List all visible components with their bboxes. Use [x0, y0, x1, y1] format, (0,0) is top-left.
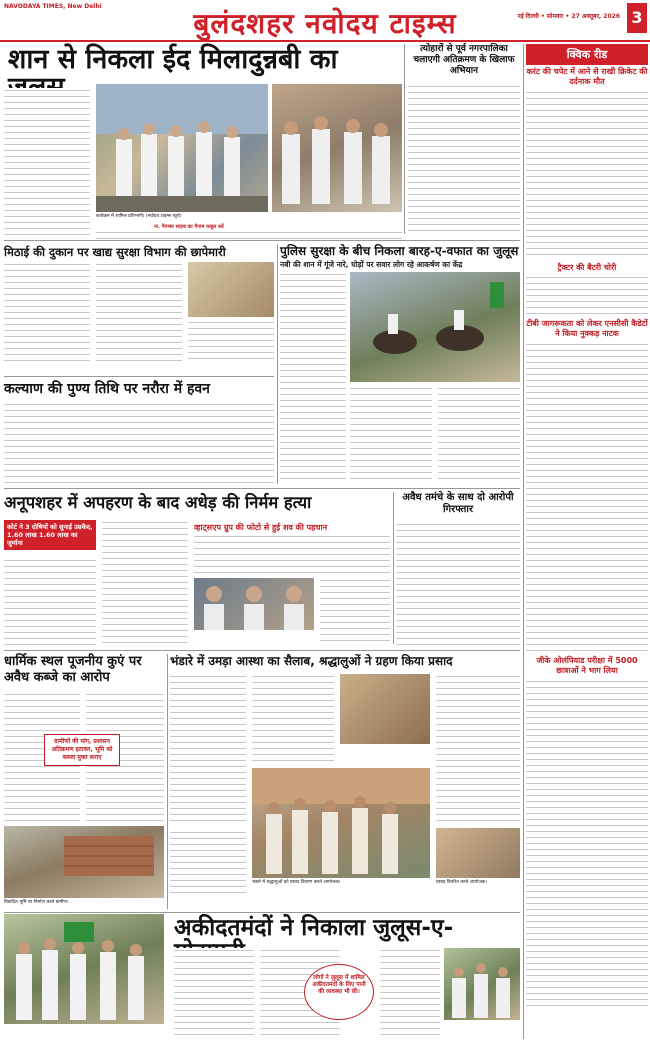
- procession-text-1: [174, 948, 254, 1038]
- quick-read-title: क्विक रीड: [526, 44, 648, 65]
- bhandara-caption-2: प्रसाद वितरित करते आयोजक।: [436, 880, 488, 885]
- masthead: [0, 0, 650, 40]
- municipal-headline: त्योहारों से पूर्व नगरपालिका चलाएगी अतिक्रमण के खिलाफ अभियान: [413, 44, 515, 76]
- procession-photo-2: [444, 948, 520, 1020]
- temple-headline: धार्मिक स्थल पूजनीय कुएं पर अवैध कब्जे का आरोप: [4, 654, 142, 685]
- food-text-2: [96, 262, 182, 362]
- food-story: [4, 244, 274, 374]
- police-text-1: [280, 272, 346, 482]
- murder-sidebar: कोर्ट ने 3 दोषियों को सुनाई उम्रकैद, 1.60 लाख 1.60 लाख का जुर्माना: [4, 520, 96, 550]
- quick-read-text-1: [526, 90, 648, 260]
- police-subhead: नबी की शान में गूंजे नारे, घोड़ों पर सवार लोग रहे आकर्षण का केंद्र: [280, 260, 463, 269]
- quick-read-item-4: जीके ओलंपियाड परीक्षा में 5000 छात्राओं ने भाग लिया: [536, 656, 638, 676]
- temple-photo-wall: [4, 826, 164, 898]
- police-text-2: [350, 386, 432, 482]
- procession-headline: अकीदतमंदों ने निकाला जुलूस-ए-: [174, 915, 454, 941]
- bhandara-headline: भंडारे में उमड़ा आस्था का सैलाब, श्रद्धालुओं ने ग्रहण किया प्रसाद: [170, 654, 453, 668]
- food-text-1: [4, 262, 90, 362]
- arrest-text: [396, 522, 520, 646]
- quick-read: [526, 44, 648, 1039]
- masthead-title: बुलंदशहर नवोदय टाइम्स: [193, 7, 457, 40]
- temple-photo: [4, 826, 164, 898]
- murder-photo-persons: [194, 578, 314, 630]
- main-headline: शान से निकला ईद मिलादुन्नबी का: [8, 44, 338, 75]
- havan-text: [4, 402, 274, 484]
- municipal-text: [408, 84, 520, 234]
- bhandara-text-4: [170, 830, 246, 894]
- food-photo: [188, 262, 274, 317]
- food-headline: मिठाई की दुकान पर खाद्य सुरक्षा विभाग की छापेमारी: [4, 245, 226, 259]
- procession-photo-2-crowd: [444, 948, 520, 1020]
- murder-text-4: [320, 578, 390, 646]
- temple-callout: ग्रामीणों की मांग, प्रशासन अतिक्रमण हटाकर, भूमि को कब्जा मुक्त कराए: [44, 734, 120, 766]
- procession-photo-1-crowd: [4, 914, 164, 1024]
- masthead-right-label: नई दिल्ली • सोमवार • 27 अक्तूबर, 2026: [517, 13, 620, 20]
- bhandara-photo-2: [252, 768, 430, 878]
- havan-headline: कल्याण की पुण्य तिथि पर नरौरा में हवन: [4, 381, 210, 397]
- bhandara-photo-3: [436, 828, 520, 878]
- police-photo: [350, 272, 520, 382]
- procession-text-3: [380, 948, 440, 1038]
- quick-read-item-1: करंट की चपेट में आने से राखी क्रिकेट की दर्दनाक मौत: [526, 67, 648, 86]
- bhandara-photo-crowd: [252, 768, 430, 878]
- main-photo-caption: कार्यक्रम में शामिल प्रतिभागी। (नवोदय टाइम्स ब्यूरो): [96, 214, 182, 219]
- quick-read-item-2: ट्रैक्टर की बैटरी चोरी: [557, 263, 617, 272]
- procession-photo-1: [4, 914, 164, 1024]
- temple-story: [4, 654, 164, 909]
- bhandara-caption-1: भंडारे में श्रद्धालुओं को प्रसाद वितरण करते आयोजक।: [252, 880, 341, 885]
- page-number: 3: [627, 3, 647, 33]
- main-story-text-2: [96, 230, 402, 239]
- murder-story: [4, 492, 390, 647]
- havan-story: [4, 380, 274, 485]
- police-photo-horses: [350, 272, 520, 382]
- murder-text-3: [194, 534, 390, 574]
- arrest-headline: अवैध तमंचे के साथ दो आरोपी गिरफ्तार: [402, 492, 514, 515]
- procession-callout: लोगों ने जुलूस में शामिल अकीदतमंदों के लिए पानी की व्यवस्था भी की।: [304, 964, 374, 1020]
- murder-headline: अनूपशहर में अपहरण के बाद अधेड़ की निर्मम हत्या: [4, 493, 312, 512]
- main-photo-2-crowd: [272, 84, 402, 212]
- quick-read-text-4: [526, 679, 648, 1009]
- procession-story: [4, 914, 520, 1040]
- quick-read-item-3: टीबी जागरूकता को लेकर एनसीसी कैडेटों ने किया नुक्कड़ नाटक: [526, 319, 648, 339]
- food-text-3: [188, 320, 274, 362]
- main-photo-2: [272, 84, 402, 212]
- murder-photo-headline: व्हाट्सएप ग्रुप की फोटो से हुई शव की पहचान: [194, 523, 328, 532]
- bhandara-text-2: [252, 674, 334, 764]
- murder-text-2: [102, 520, 188, 646]
- bhandara-text-1: [170, 674, 246, 824]
- quick-read-text-2: [526, 275, 648, 315]
- municipal-story: [408, 44, 520, 239]
- main-subhead: ना. पैगम्बर साहब का पैगाम कबूल करें: [154, 224, 224, 230]
- murder-text-1: [4, 558, 96, 646]
- temple-caption: विवादित भूमि पर निर्माण करते ग्रामीण।: [4, 900, 69, 905]
- bhandara-text-3: [436, 674, 520, 824]
- police-story: [280, 244, 520, 484]
- police-headline: पुलिस सुरक्षा के बीच निकला बारह-ए-वफात का जुलूस: [280, 244, 519, 258]
- arrest-story: [396, 492, 520, 647]
- main-photo: [96, 84, 268, 212]
- masthead-left-label: NAVODAYA TIMES, New Delhi: [4, 3, 102, 10]
- bhandara-story: [170, 654, 520, 909]
- quick-read-text-3: [526, 342, 648, 652]
- murder-photo: [194, 578, 314, 630]
- main-story: [4, 44, 402, 239]
- bhandara-photo-1: [340, 674, 430, 744]
- main-story-text: [4, 88, 90, 238]
- main-photo-people: [96, 84, 268, 212]
- police-text-3: [438, 386, 520, 482]
